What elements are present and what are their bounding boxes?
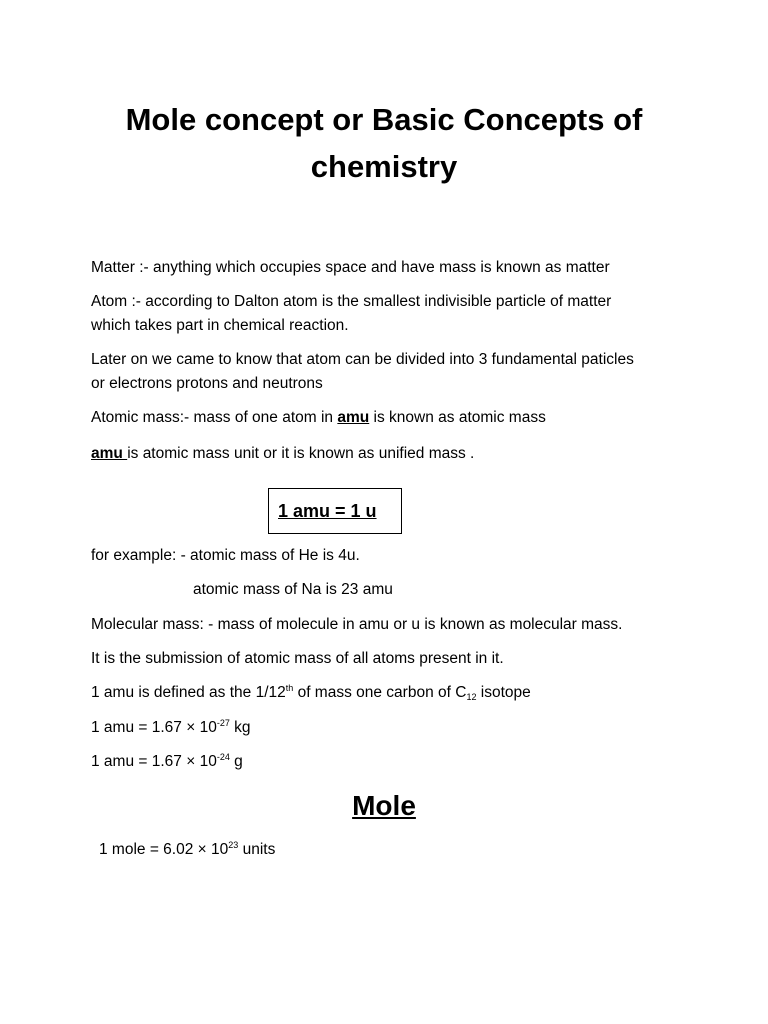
page-title [0,96,768,190]
mole-text: 1 mole = 6.02 × 10 [99,841,229,858]
g-exponent: -24 [216,752,230,762]
amu-term-2: amu [91,445,128,462]
amu-term: amu [337,409,370,426]
matter-definition: Matter :- anything which occupies space and have mass is known as matter [91,259,610,276]
molecular-mass-definition: Molecular mass: - mass of molecule in amu or u is known as molecular mass. [91,616,623,633]
title-line-2: chemistry [310,149,458,184]
amu-defined-text: 1 amu is defined as the 1/12 [91,684,286,701]
amu-g-text: 1 amu = 1.67 × 10 [91,753,217,770]
th-superscript: th [285,683,294,693]
boxed-formula: 1 amu = 1 u [268,488,402,534]
amu-kg-text: 1 amu = 1.67 × 10 [91,719,217,736]
atomic-mass-text: Atomic mass:- mass of one atom in [91,409,338,426]
mole-unit: units [238,841,276,858]
atomic-mass-definition [91,406,691,430]
amu-g-line [91,750,691,774]
c12-subscript: 12 [466,692,477,702]
later-paragraph [91,348,691,396]
submission-line: It is the submission of atomic mass of all atoms present in it. [91,650,504,667]
amu-defined-mid: of mass one carbon of C [293,684,467,701]
mole-exponent: 23 [228,840,239,850]
amu-definition [91,442,691,466]
later-line-1: Later on we came to know that atom can be divided into 3 fundamental paticles [91,351,634,368]
amu-defined-line [91,681,691,705]
atomic-mass-text-end: is known as atomic mass [369,409,546,426]
title-line-1: Mole concept or Basic Concepts of [125,102,643,137]
example-line-1: for example: - atomic mass of He is 4u. [91,547,360,564]
mole-heading: Mole [352,790,416,821]
atom-line-2: which takes part in chemical reaction. [91,317,349,334]
g-unit: g [229,753,243,770]
mole-definition [99,838,699,862]
amu-definition-text: is atomic mass unit or it is known as unified mass . [127,445,475,462]
atom-line-1: Atom :- according to Dalton atom is the smallest indivisible particle of matter [91,293,612,310]
example-line-2: atomic mass of Na is 23 amu [193,581,393,598]
amu-kg-line [91,716,691,740]
later-line-2: or electrons protons and neutrons [91,375,323,392]
atom-definition [91,290,691,338]
kg-unit: kg [229,719,251,736]
amu-defined-end: isotope [476,684,531,701]
kg-exponent: -27 [216,718,230,728]
